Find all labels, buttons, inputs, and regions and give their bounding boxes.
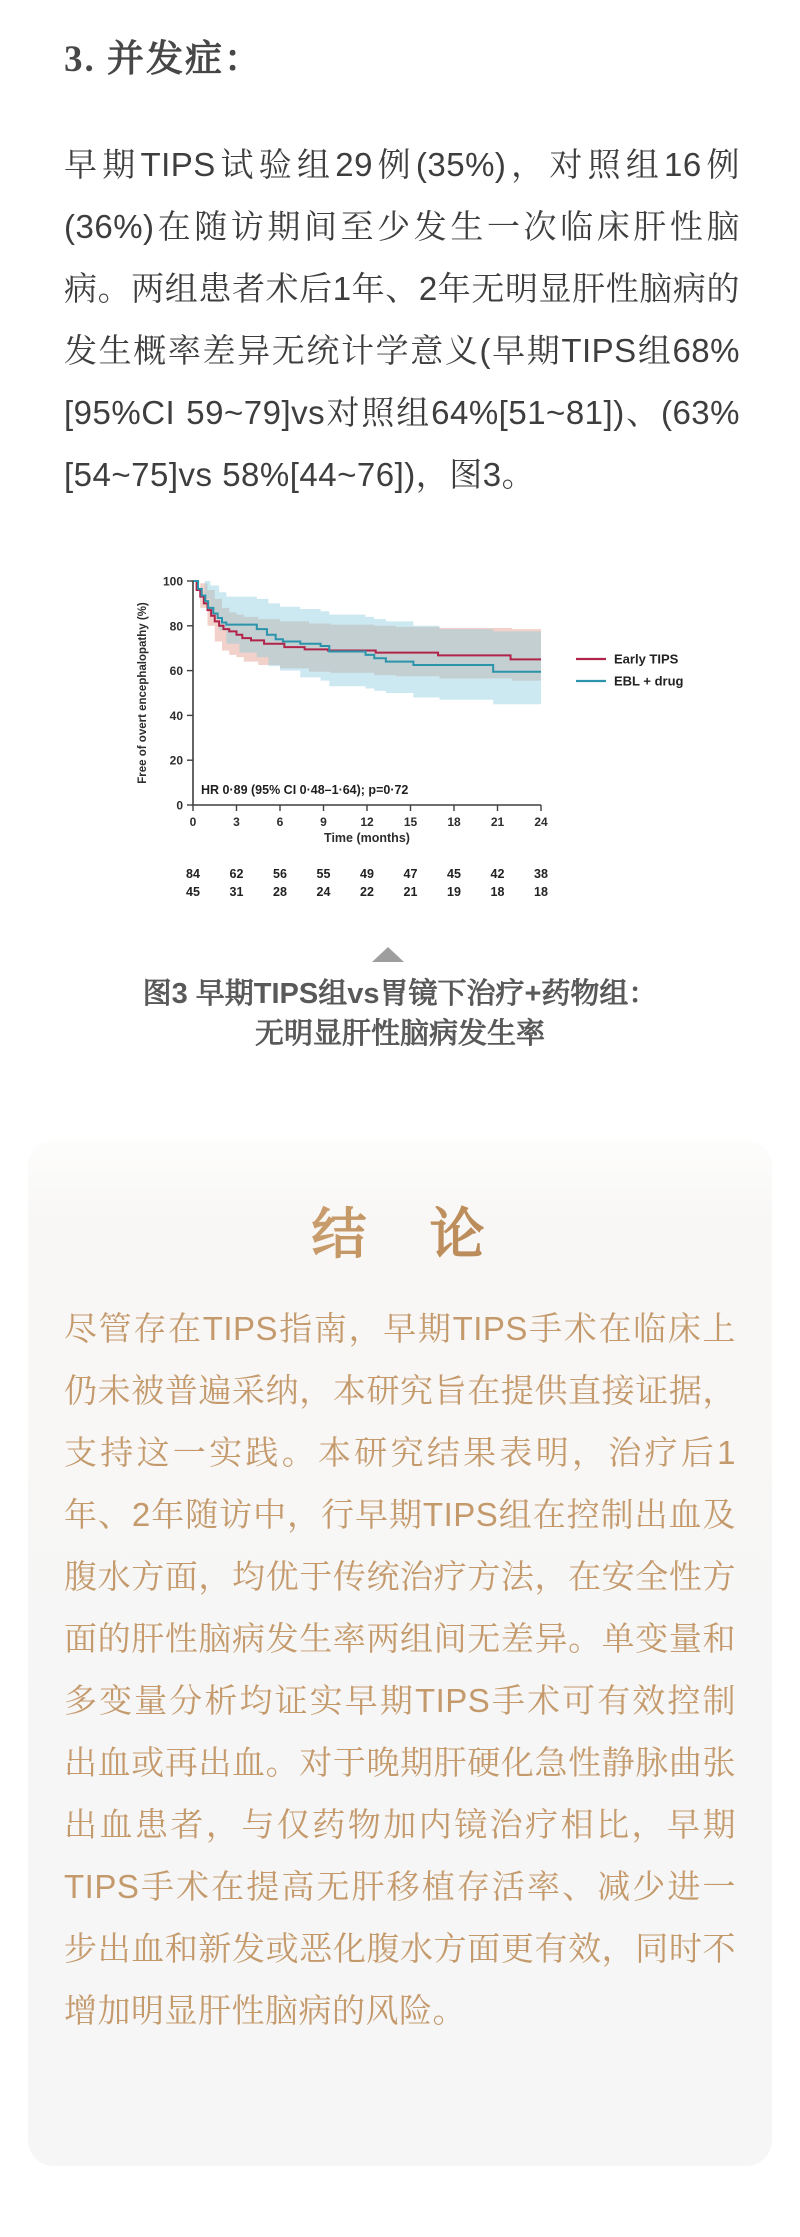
body-paragraph: 早期TIPS试验组29例(35%)，对照组16例(36%)在随访期间至少发生一次临床肝性脑病。两组患者术后1年、2年无明显肝性脑病的发生概率差异无统计学意义(早期TIPS组68% [95%CI 59~79]vs对照组64%[51~81])、(63% [54~75]vs 58%[44~76])，图3。 bbox=[64, 146, 740, 493]
svg-text:12: 12 bbox=[360, 815, 374, 829]
svg-text:47: 47 bbox=[403, 867, 418, 881]
figure-caption-line1: 图3 早期TIPS组vs胃镜下治疗+药物组： bbox=[142, 978, 658, 1010]
svg-text:Early TIPS: Early TIPS bbox=[614, 651, 679, 667]
svg-text:56: 56 bbox=[273, 867, 287, 881]
confidence-bands bbox=[193, 581, 541, 704]
svg-text:24: 24 bbox=[316, 885, 331, 899]
svg-text:80: 80 bbox=[169, 619, 183, 634]
svg-text:Time (months): Time (months) bbox=[324, 831, 410, 845]
svg-text:19: 19 bbox=[447, 885, 461, 899]
svg-text:3: 3 bbox=[233, 815, 240, 829]
svg-text:6: 6 bbox=[276, 815, 284, 829]
svg-text:18: 18 bbox=[447, 815, 461, 829]
svg-text:21: 21 bbox=[490, 815, 505, 829]
svg-text:18: 18 bbox=[534, 885, 548, 899]
svg-text:100: 100 bbox=[162, 574, 183, 589]
at-risk-table bbox=[186, 867, 548, 899]
section-heading: 3. 并发症： bbox=[64, 39, 263, 80]
svg-text:62: 62 bbox=[229, 867, 244, 881]
svg-text:15: 15 bbox=[403, 815, 418, 829]
caption-pointer-icon bbox=[372, 947, 404, 962]
svg-text:84: 84 bbox=[186, 867, 200, 881]
chart-legend bbox=[576, 652, 684, 689]
figure-caption bbox=[0, 974, 800, 1054]
svg-text:0: 0 bbox=[176, 798, 183, 813]
svg-text:38: 38 bbox=[534, 867, 548, 881]
svg-text:0: 0 bbox=[189, 815, 197, 829]
conclusion-card bbox=[28, 1140, 772, 2166]
svg-text:Free of overt encephalopathy (: Free of overt encephalopathy (%) bbox=[137, 602, 149, 784]
figure-caption-line2: 无明显肝性脑病发生率 bbox=[254, 1018, 545, 1050]
svg-text:9: 9 bbox=[320, 815, 327, 829]
svg-text:18: 18 bbox=[490, 885, 505, 899]
km-survival-chart bbox=[88, 573, 708, 918]
svg-text:40: 40 bbox=[169, 708, 183, 723]
svg-text:31: 31 bbox=[229, 885, 244, 899]
svg-text:45: 45 bbox=[447, 867, 461, 881]
svg-text:24: 24 bbox=[534, 815, 548, 829]
ci-band-1 bbox=[193, 581, 541, 704]
conclusion-heading: 结 论 bbox=[28, 1190, 772, 1269]
svg-text:55: 55 bbox=[316, 867, 331, 881]
svg-text:45: 45 bbox=[186, 885, 200, 899]
svg-text:21: 21 bbox=[403, 885, 418, 899]
svg-text:42: 42 bbox=[490, 867, 505, 881]
svg-text:49: 49 bbox=[360, 867, 374, 881]
svg-text:22: 22 bbox=[360, 885, 374, 899]
svg-text:60: 60 bbox=[169, 664, 183, 679]
conclusion-paragraph: 尽管存在TIPS指南，早期TIPS手术在临床上仍未被普遍采纳，本研究旨在提供直接证据，支持这一实践。本研究结果表明，治疗后1年、2年随访中，行早期TIPS组在控制出血及腹水方面，均优于传统治疗方法，在安全性方面的肝性脑病发生率两组间无差异。单变量和多变量分析均证实早期TIPS手术可有效控制出血或再出血。对于晚期肝硬化急性静脉曲张出血患者，与仅药物加内镜治疗相比，早期TIPS手术在提高无肝移植存活率、减少进一步出血和新发或恶化腹水方面更有效，同时不增加明显肝性脑病的风险。 bbox=[64, 1310, 736, 2029]
svg-text:20: 20 bbox=[169, 753, 183, 768]
svg-text:EBL + drug: EBL + drug bbox=[614, 673, 684, 689]
svg-text:28: 28 bbox=[273, 885, 287, 899]
svg-text:HR 0·89 (95% CI 0·48–1·64); p=: HR 0·89 (95% CI 0·48–1·64); p=0·72 bbox=[201, 783, 409, 797]
